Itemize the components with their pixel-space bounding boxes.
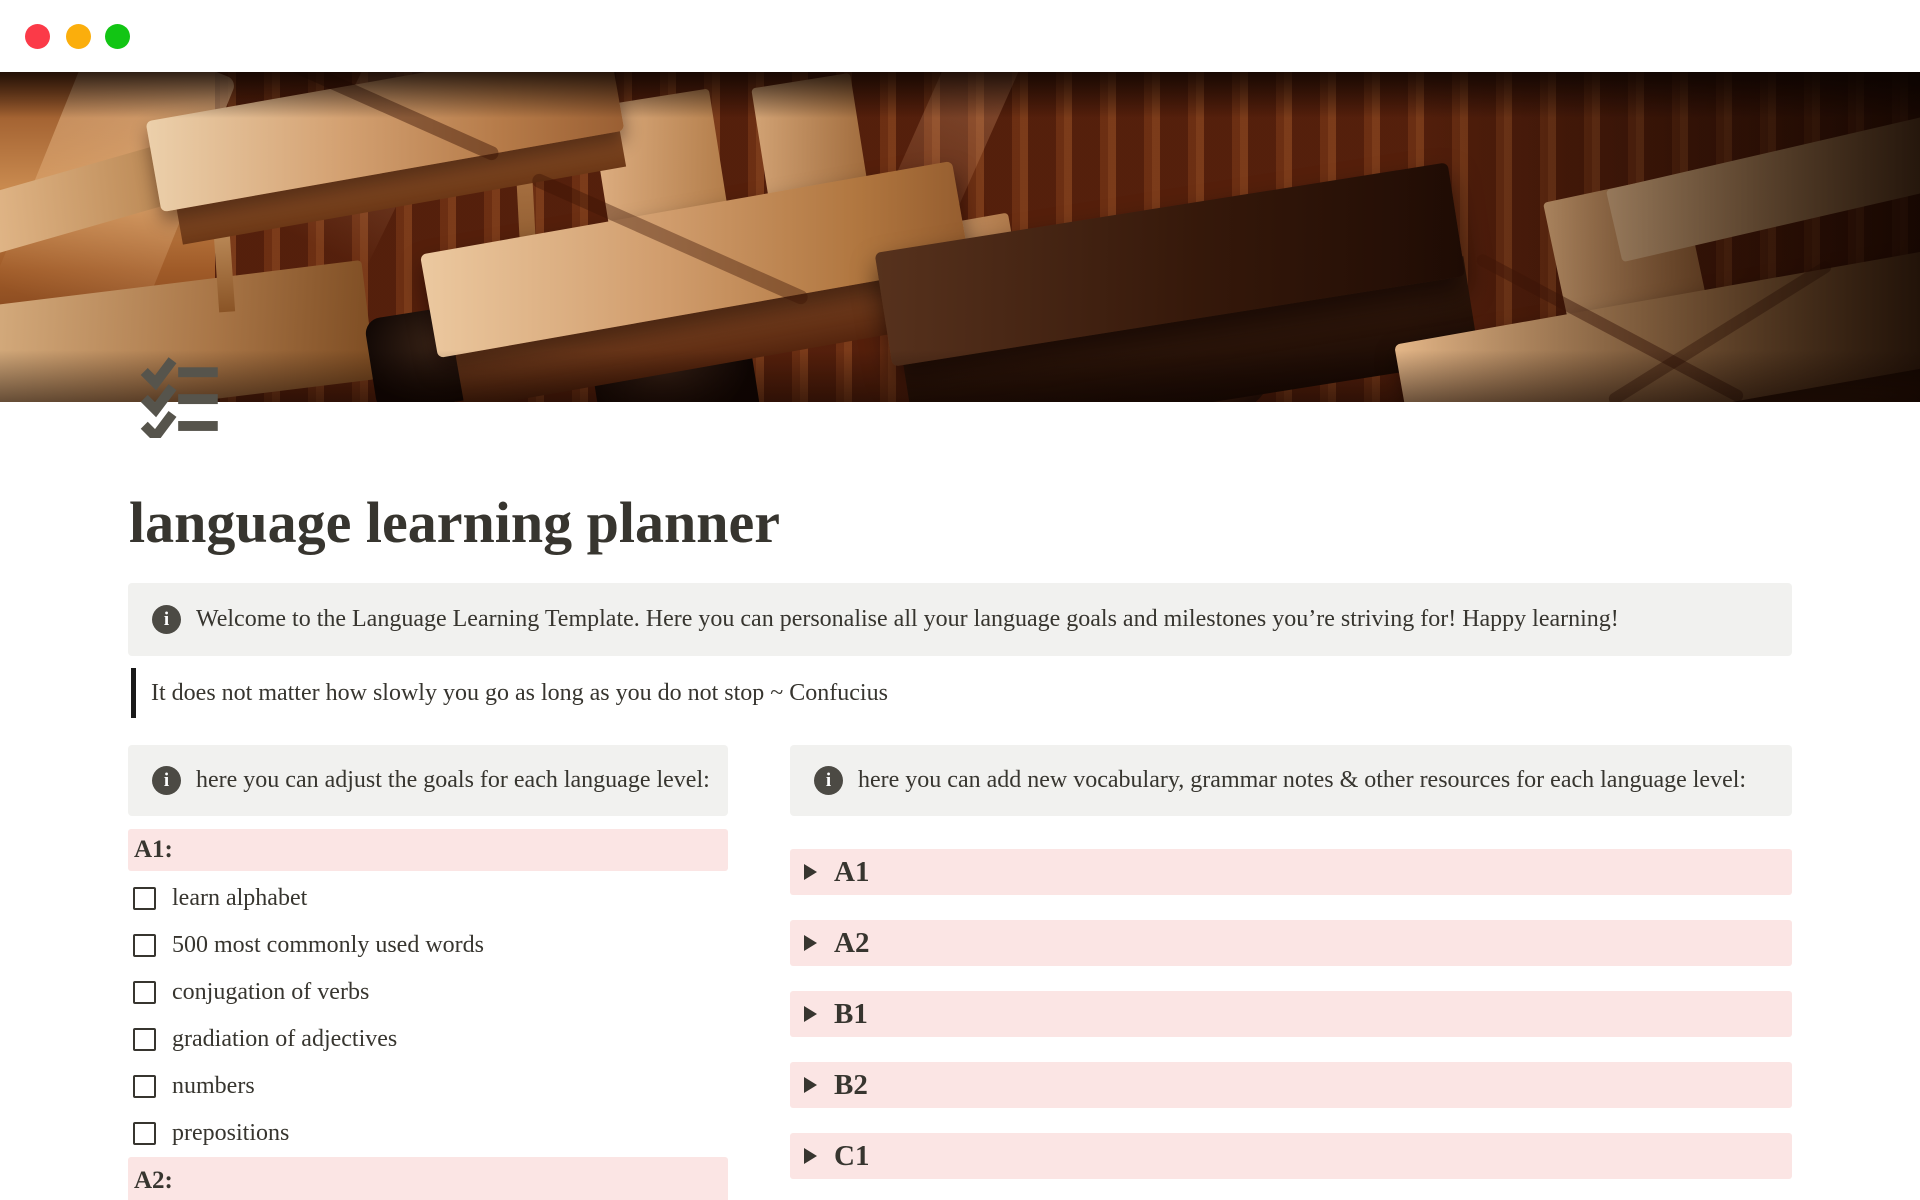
toggle-label: B1 [834, 997, 868, 1030]
todo-item[interactable] [128, 969, 728, 1016]
quote-block[interactable] [131, 668, 888, 718]
toggle-b2[interactable] [790, 1062, 1792, 1108]
resources-column [790, 745, 1792, 1200]
todo-item[interactable] [128, 1063, 728, 1110]
section-header-label: A1: [134, 836, 173, 863]
goals-callout-text: here you can adjust the goals for each language level: [196, 767, 710, 793]
window-minimize-button[interactable] [66, 24, 91, 49]
quote-text: It does not matter how slowly you go as long as you do not stop ~ Confucius [151, 679, 888, 706]
cover-image[interactable] [0, 72, 1920, 402]
welcome-callout[interactable] [128, 583, 1792, 656]
todo-label: learn alphabet [172, 885, 308, 911]
toggle-label: A1 [834, 855, 870, 888]
window-zoom-button[interactable] [105, 24, 130, 49]
info-icon-glyph: i [163, 769, 170, 791]
toggle-label: A2 [834, 926, 870, 959]
toggle-label: B2 [834, 1068, 868, 1101]
todo-item[interactable] [128, 922, 728, 969]
checkbox-unchecked-icon[interactable] [133, 981, 156, 1004]
cover-art-shape [0, 350, 1920, 402]
toggle-b1[interactable] [790, 991, 1792, 1037]
page-icon[interactable] [140, 356, 222, 438]
page-title[interactable]: language learning planner [129, 490, 780, 555]
window-titlebar [0, 0, 1920, 72]
toggle-arrow-icon[interactable] [804, 935, 817, 951]
toggle-c1[interactable] [790, 1133, 1792, 1179]
cover-art-shape [0, 72, 1920, 118]
section-header-label: A2: [134, 1166, 173, 1194]
todo-item[interactable] [128, 1016, 728, 1063]
info-icon [814, 766, 843, 795]
section-header-a2[interactable] [128, 1157, 728, 1200]
todo-item[interactable] [128, 1110, 728, 1157]
checkbox-unchecked-icon[interactable] [133, 1122, 156, 1145]
todo-label: prepositions [172, 1120, 290, 1146]
todo-label: conjugation of verbs [172, 979, 370, 1005]
toggle-label: C1 [834, 1139, 870, 1172]
todo-label: gradiation of adjectives [172, 1026, 398, 1052]
toggle-a1[interactable] [790, 849, 1792, 895]
window-close-button[interactable] [25, 24, 50, 49]
info-icon [152, 605, 181, 634]
info-icon-glyph: i [825, 769, 832, 791]
toggle-arrow-icon[interactable] [804, 1148, 817, 1164]
toggle-arrow-icon[interactable] [804, 1077, 817, 1093]
resources-callout-text: here you can add new vocabulary, grammar notes & other resources for each language level: [858, 767, 1747, 793]
checkbox-unchecked-icon[interactable] [133, 1075, 156, 1098]
toggle-a2[interactable] [790, 920, 1792, 966]
todo-label: numbers [172, 1073, 255, 1099]
info-icon-glyph: i [163, 608, 170, 630]
toggle-arrow-icon[interactable] [804, 864, 817, 880]
goals-column [128, 745, 728, 1200]
checklist-icon [140, 356, 222, 438]
section-header-a1[interactable] [128, 829, 728, 871]
todo-label: 500 most commonly used words [172, 932, 484, 958]
resources-callout[interactable] [790, 745, 1792, 816]
checkbox-unchecked-icon[interactable] [133, 1028, 156, 1051]
todo-item[interactable] [128, 875, 728, 922]
content-columns [128, 745, 1792, 1200]
welcome-callout-text: Welcome to the Language Learning Template. Here you can personalise all your language goals and milestones you’re striving for! Happy learning! [196, 606, 1619, 632]
goals-callout[interactable] [128, 745, 728, 816]
checkbox-unchecked-icon[interactable] [133, 934, 156, 957]
toggle-arrow-icon[interactable] [804, 1006, 817, 1022]
checkbox-unchecked-icon[interactable] [133, 887, 156, 910]
info-icon [152, 766, 181, 795]
